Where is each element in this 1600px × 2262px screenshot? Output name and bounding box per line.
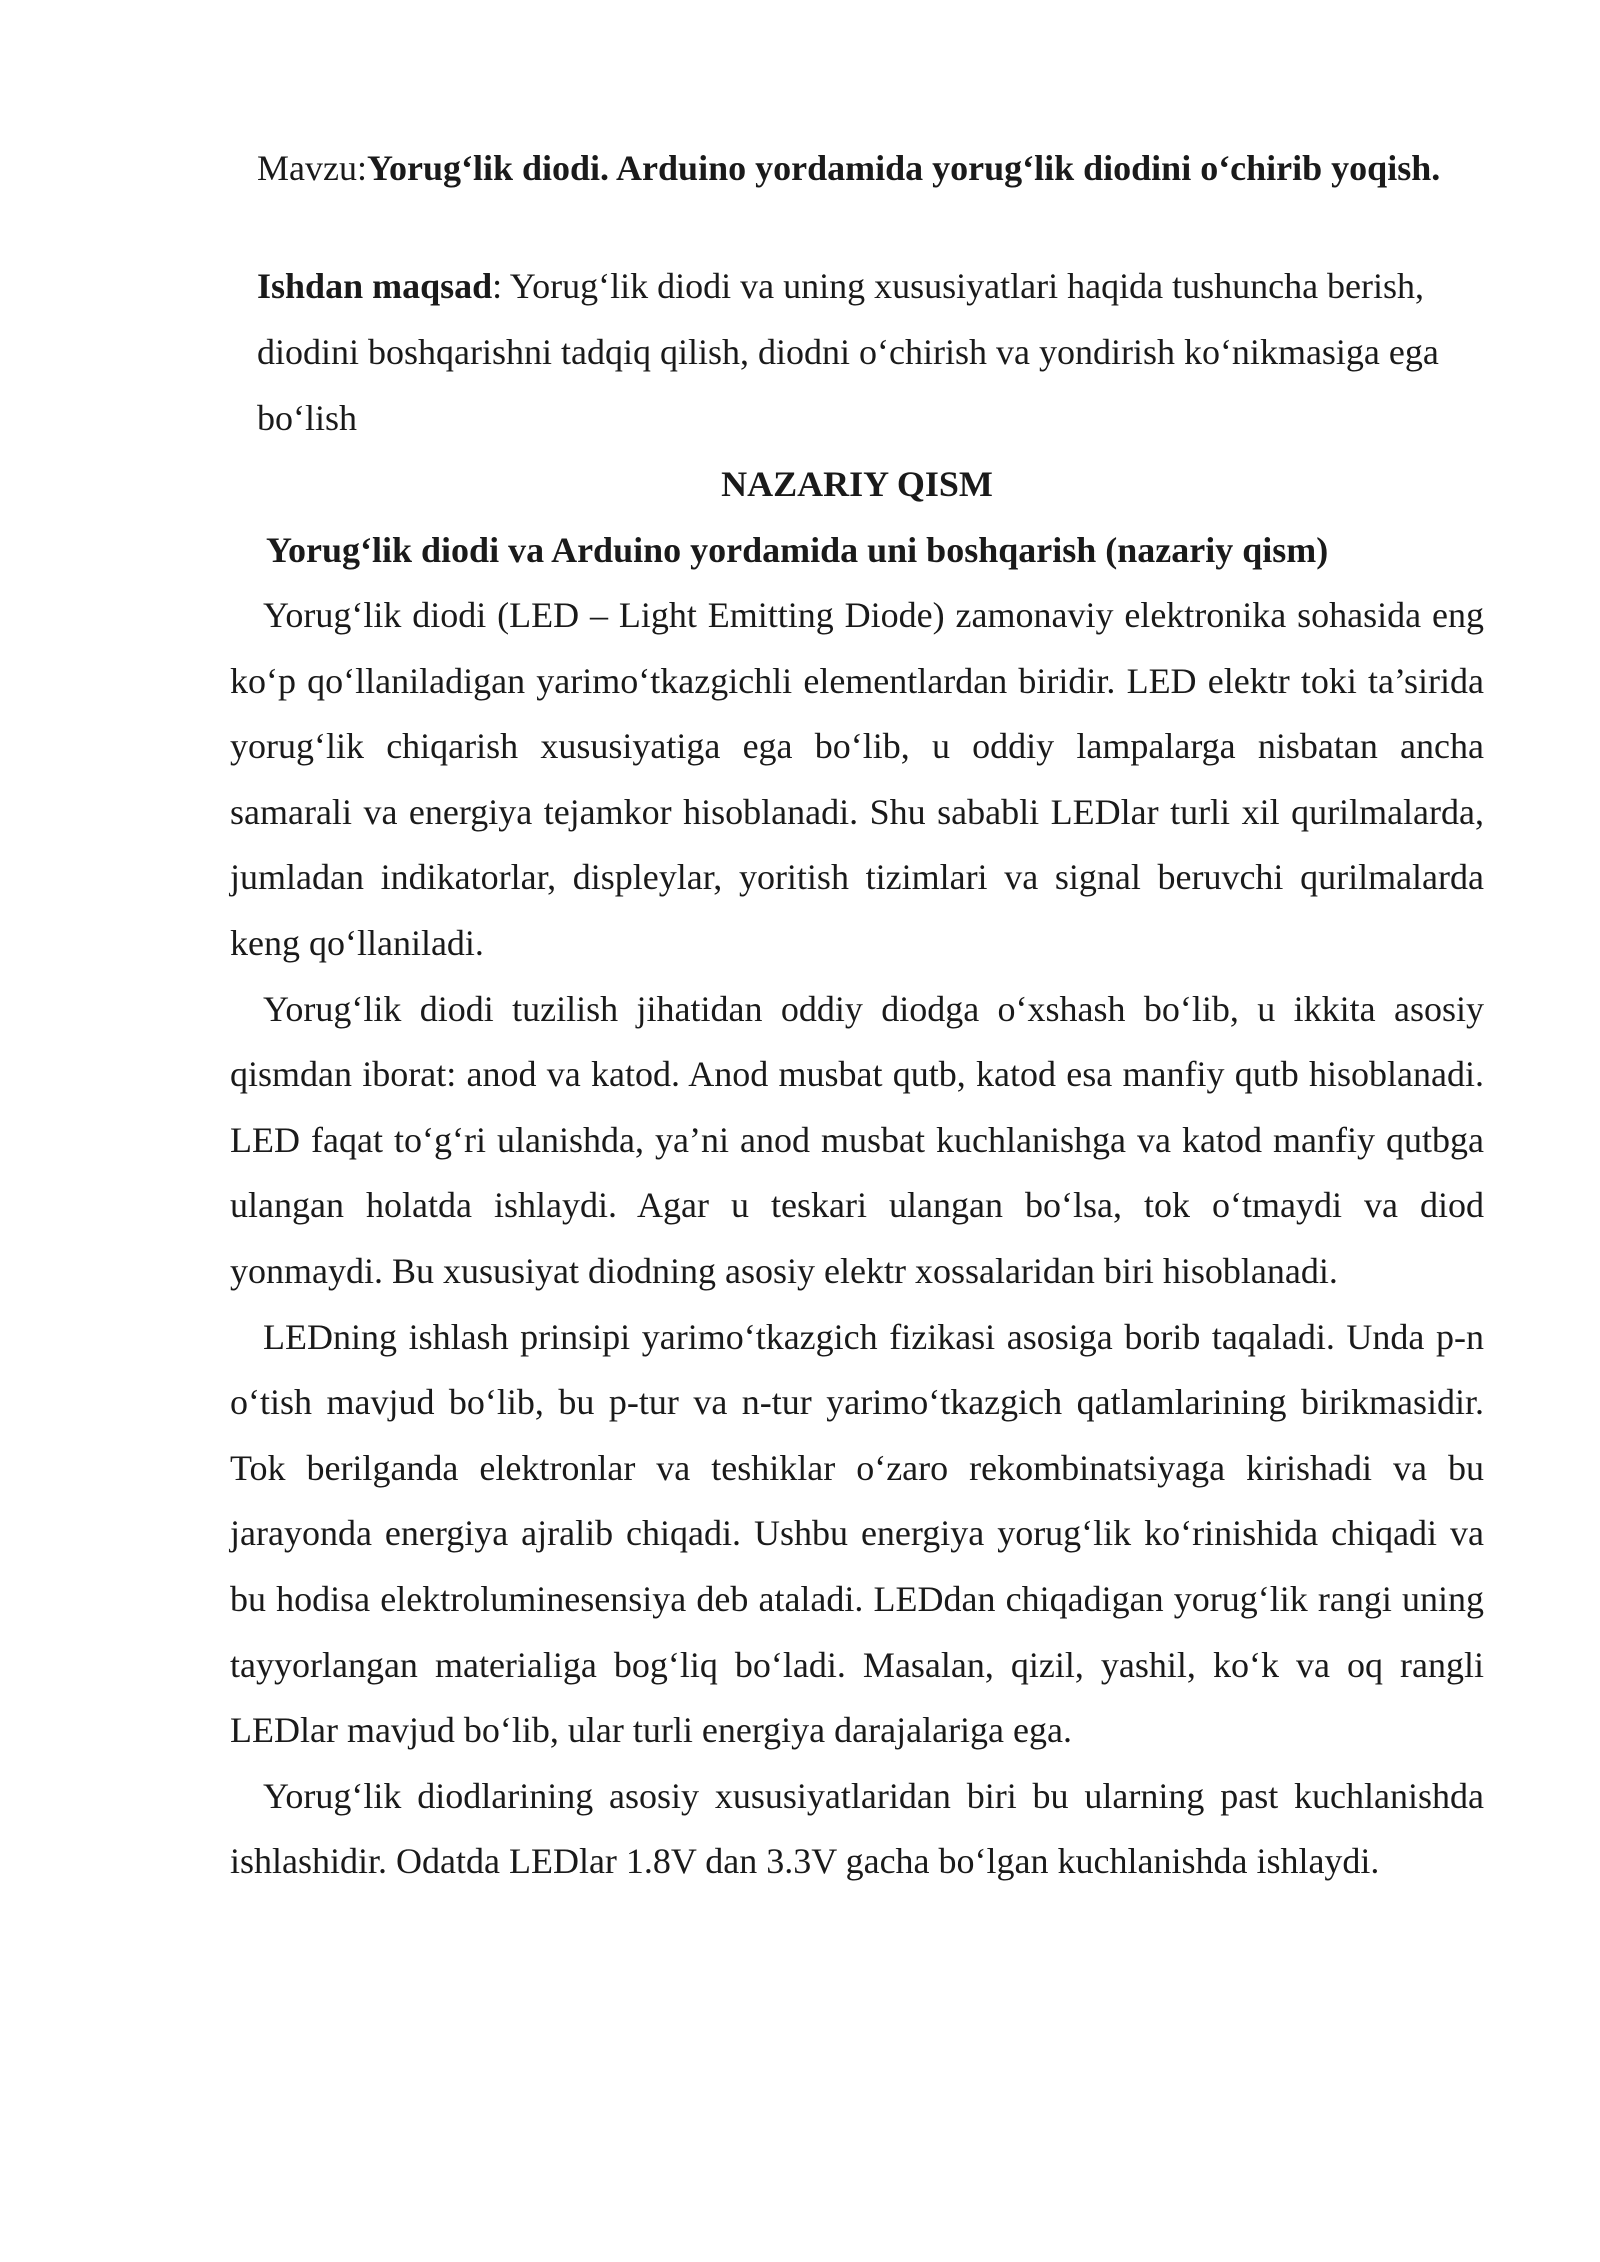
topic-line xyxy=(230,135,1484,201)
subheading: Yorug‘lik diodi va Arduino yordamida uni boshqarish (nazariy qism) xyxy=(266,530,1329,570)
goal-paragraph xyxy=(230,253,1484,451)
section-heading: NAZARIY QISM xyxy=(721,464,993,504)
body-paragraph-3: LEDning ishlash prinsipi yarimo‘tkazgich fizikasi asosiga borib taqaladi. Unda p-n o‘tish mavjud bo‘lib, bu p-tur va n-tur yarimo‘tkazgich qatlamlarining birikmasidir. Tok berilganda elektronlar va teshiklar o‘zaro rekombinatsiyaga kirishadi va bu jarayonda energiya ajralib chiqadi. Ushbu energiya yorug‘lik ko‘rinishida chiqadi va bu hodisa elektroluminesensiya deb ataladi. LEDdan chiqadigan yorug‘lik rangi uning tayyorlangan materialiga bog‘liq bo‘ladi. Masalan, qizil, yashil, ko‘k va oq rangli LEDlar mavjud bo‘lib, ular turli energiya darajalariga ega. xyxy=(230,1316,1484,1751)
body-paragraph-2: Yorug‘lik diodi tuzilish jihatidan oddiy diodga o‘xshash bo‘lib, u ikkita asosiy qismdan iborat: anod va katod. Anod musbat qutb, katod esa manfiy qutb hisoblanadi. LED faqat to‘g‘ri ulanishda, ya’ni anod musbat kuchlanishga va katod manfiy qutbga ulangan holatda ishlaydi. Agar u teskari ulangan bo‘lsa, tok o‘tmaydi va diod yonmaydi. Bu xususiyat diodning asosiy elektr xossalaridan biri hisoblanadi. xyxy=(230,988,1484,1291)
body-paragraph-1: Yorug‘lik diodi (LED – Light Emitting Diode) zamonaviy elektronika sohasida eng ko‘p qo‘llaniladigan yarimo‘tkazgichli elementlardan biridir. LED elektr toki ta’sirida yorug‘lik chiqarish xususiyatiga ega bo‘lib, u oddiy lampalarga nisbatan ancha samarali va energiya tejamkor hisoblanadi. Shu sababli LEDlar turli xil qurilmalarda, jumladan indikatorlar, displeylar, yoritish tizimlari va signal beruvchi qurilmalarda keng qo‘llaniladi. xyxy=(230,595,1484,963)
topic-label: Mavzu: xyxy=(257,148,367,188)
goal-text: : Yorug‘lik diodi va uning xususiyatlari haqida tushuncha berish, diodini boshqarishni tadqiq qilish, diodni o‘chirish va yondirish ko‘nikmasiga ega bo‘lish xyxy=(257,266,1439,438)
goal-label: Ishdan maqsad xyxy=(257,266,493,306)
body-paragraph-4: Yorug‘lik diodlarining asosiy xususiyatlaridan biri bu ularning past kuchlanishda ishlashidir. Odatda LEDlar 1.8V dan 3.3V gacha bo‘lgan kuchlanishda ishlaydi. xyxy=(230,1775,1484,1882)
topic-title: Yorug‘lik diodi. Arduino yordamida yorug‘lik diodini o‘chirib yoqish. xyxy=(366,148,1441,188)
